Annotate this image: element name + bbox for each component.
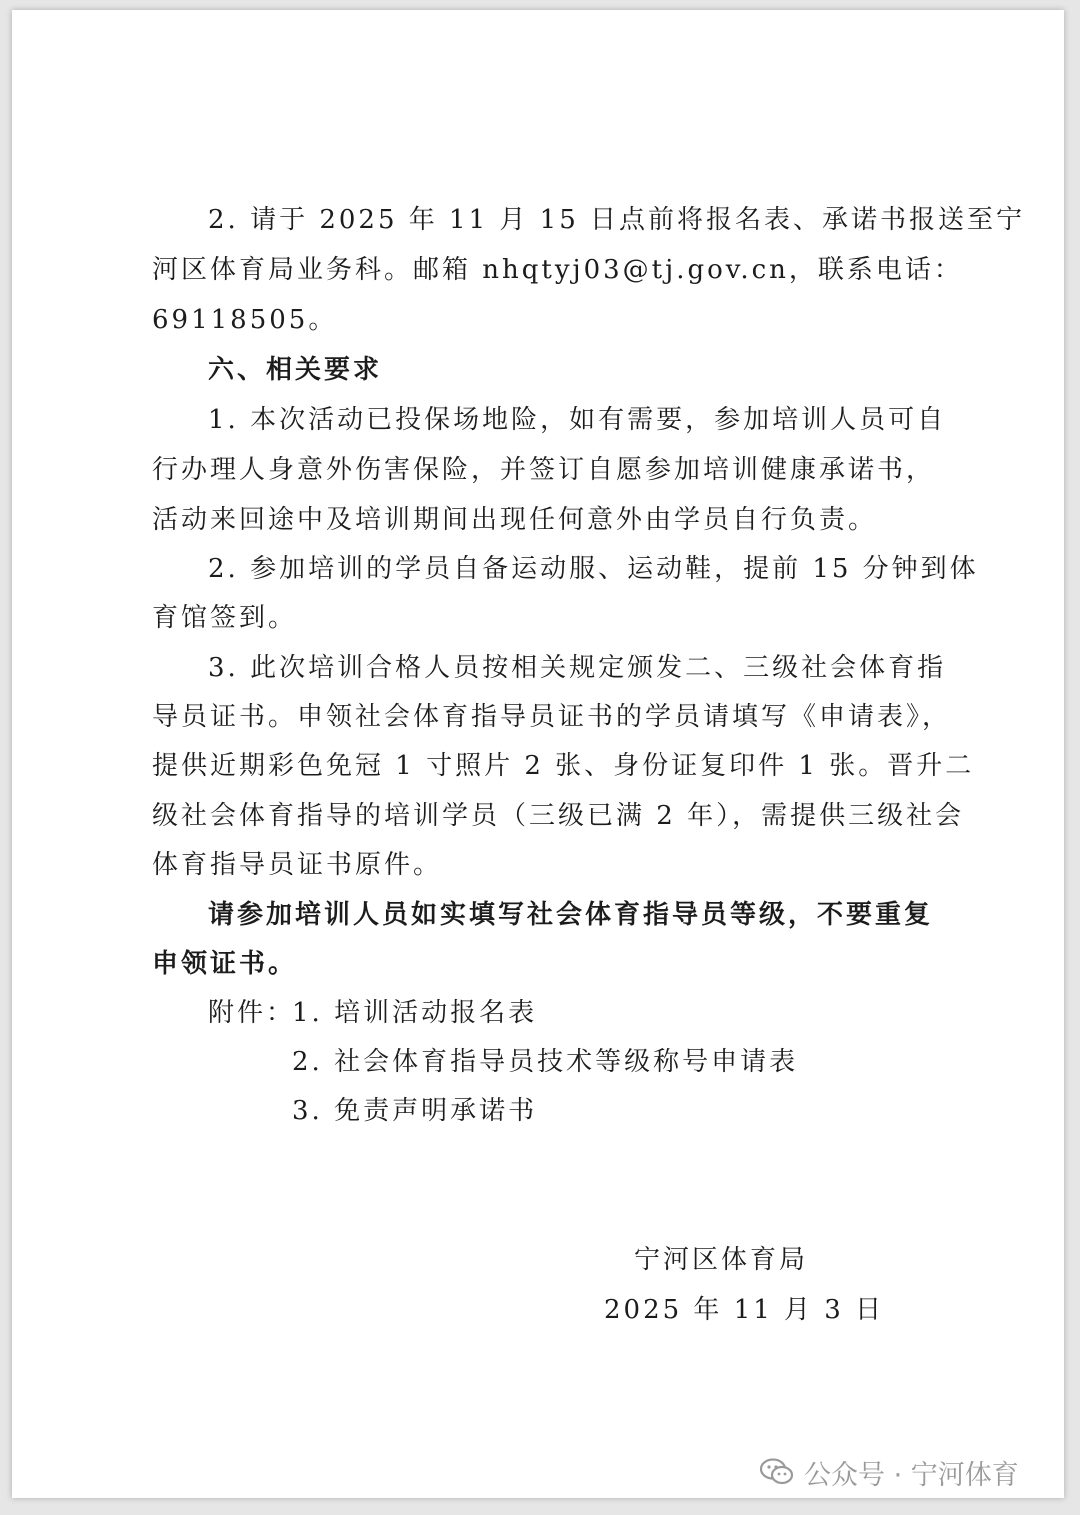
watermark-text: 公众号 · 宁河体育 [804,1459,1019,1491]
attachment-item: 3. 免责声明承诺书 [292,1096,538,1126]
issuing-organization: 宁河区体育局 [634,1245,809,1275]
section-heading: 六、相关要求 [208,355,383,385]
paragraph-line: 1. 本次活动已投保场地险，如有需要，参加培训人员可自 [208,405,947,435]
paragraph-line: 活动来回途中及培训期间出现任何意外由学员自行负责。 [152,505,878,535]
paragraph-line: 级社会体育指导的培训学员（三级已满 2 年），需提供三级社会 [152,801,965,831]
emphasis-line: 请参加培训人员如实填写社会体育指导员等级，不要重复 [208,900,934,930]
paragraph-line: 育馆签到。 [152,603,298,633]
emphasis-line: 申领证书。 [152,949,298,979]
attachment-item: 2. 社会体育指导员技术等级称号申请表 [292,1047,799,1077]
paragraph-line: 河区体育局业务科。邮箱 nhqtyj03@tj.gov.cn，联系电话： [152,255,963,285]
attachment-item: 1. 培训活动报名表 [292,998,538,1028]
paragraph-line: 体育指导员证书原件。 [152,850,443,880]
paragraph-line: 3. 此次培训合格人员按相关规定颁发二、三级社会体育指 [208,653,947,683]
issue-date: 2025 年 11 月 3 日 [604,1295,885,1325]
paragraph-line: 69118505。 [152,305,338,335]
paragraph-line: 导员证书。申领社会体育指导员证书的学员请填写《申请表》， [152,702,952,732]
wechat-icon [760,1458,794,1486]
watermark [760,1452,1019,1492]
paragraph-line: 2. 参加培训的学员自备运动服、运动鞋，提前 15 分钟到体 [208,554,979,584]
paragraph-line: 行办理人身意外伤害保险，并签订自愿参加培训健康承诺书， [152,455,936,485]
attachments-label: 附件： [208,998,296,1028]
paragraph-line: 2. 请于 2025 年 11 月 15 日点前将报名表、承诺书报送至宁 [208,205,1025,235]
paragraph-line: 提供近期彩色免冠 1 寸照片 2 张、身份证复印件 1 张。晋升二 [152,751,975,781]
